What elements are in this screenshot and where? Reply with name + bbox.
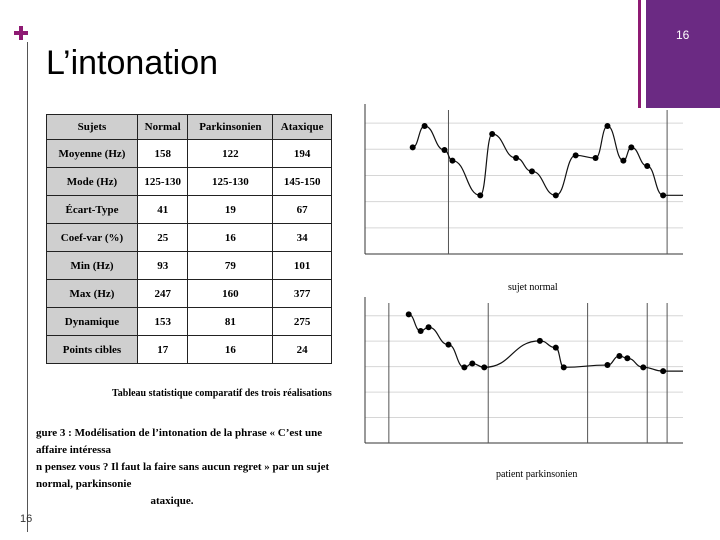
- data-point: [445, 342, 451, 348]
- table-row: [47, 196, 332, 224]
- figure-caption: [36, 425, 348, 510]
- data-point: [660, 192, 666, 198]
- data-point: [604, 123, 610, 129]
- figure-caption-line2: n pensez vous ? Il faut la faire sans aucun regret » par un sujet normal, parkinsonie: [36, 461, 330, 490]
- table-caption: Tableau statistique comparatif des trois réalisations: [112, 388, 332, 399]
- figure-caption-line1: gure 3 : Modélisation de l’intonation de la phrase « C’est une affaire intéressa: [36, 427, 323, 456]
- data-point: [481, 364, 487, 370]
- data-point: [513, 155, 519, 161]
- data-point: [640, 364, 646, 370]
- stats-table: [46, 114, 332, 364]
- data-point: [553, 345, 559, 351]
- table-cell: 145-150: [273, 168, 332, 196]
- table-header: Normal: [137, 115, 187, 140]
- table-row: [47, 140, 332, 168]
- table-cell: Mode (Hz): [47, 168, 138, 196]
- figure-caption-line3: ataxique.: [150, 495, 194, 507]
- table-cell: 79: [188, 252, 273, 280]
- data-point: [449, 158, 455, 164]
- data-point: [644, 163, 650, 169]
- data-point: [573, 152, 579, 158]
- slide-number: 16: [676, 28, 690, 42]
- table-header: Ataxique: [273, 115, 332, 140]
- table-row: [47, 280, 332, 308]
- table-cell: Max (Hz): [47, 280, 138, 308]
- table-cell: 247: [137, 280, 187, 308]
- table-header: Sujets: [47, 115, 138, 140]
- parkinson-intonation-chart: [345, 297, 695, 467]
- data-point: [553, 192, 559, 198]
- footer-slide-number: 16: [20, 513, 33, 525]
- normal-chart-label: sujet normal: [508, 282, 558, 293]
- table-cell: 275: [273, 308, 332, 336]
- table-cell: 24: [273, 336, 332, 364]
- left-divider: [27, 42, 28, 532]
- data-point: [422, 123, 428, 129]
- data-point: [593, 155, 599, 161]
- table-cell: 34: [273, 224, 332, 252]
- table-cell: 160: [188, 280, 273, 308]
- table-cell: 25: [137, 224, 187, 252]
- data-point: [561, 364, 567, 370]
- slide-number-panel: [646, 0, 720, 108]
- table-cell: 16: [188, 224, 273, 252]
- table-cell: 16: [188, 336, 273, 364]
- data-point: [624, 355, 630, 361]
- data-point: [489, 131, 495, 137]
- table-row: [47, 336, 332, 364]
- data-point: [604, 362, 610, 368]
- table-cell: 17: [137, 336, 187, 364]
- table-cell: 101: [273, 252, 332, 280]
- data-point: [461, 364, 467, 370]
- table-cell: 153: [137, 308, 187, 336]
- table-cell: Moyenne (Hz): [47, 140, 138, 168]
- slide-title: L’intonation: [46, 44, 219, 82]
- data-point: [620, 158, 626, 164]
- normal-intonation-chart: [345, 102, 695, 297]
- data-point: [469, 361, 475, 367]
- data-point: [529, 168, 535, 174]
- table-row: [47, 308, 332, 336]
- data-point: [418, 328, 424, 334]
- data-point: [628, 144, 634, 150]
- data-point: [660, 368, 666, 374]
- table-row: [47, 252, 332, 280]
- table-cell: 81: [188, 308, 273, 336]
- data-point: [406, 311, 412, 317]
- data-point: [616, 353, 622, 359]
- table-cell: 125-130: [188, 168, 273, 196]
- table-cell: 194: [273, 140, 332, 168]
- data-point: [442, 147, 448, 153]
- table-cell: Coef-var (%): [47, 224, 138, 252]
- data-point: [410, 144, 416, 150]
- table-cell: Écart-Type: [47, 196, 138, 224]
- table-header-row: [47, 115, 332, 140]
- table-cell: 158: [137, 140, 187, 168]
- data-point: [537, 338, 543, 344]
- table-row: [47, 168, 332, 196]
- table-cell: 93: [137, 252, 187, 280]
- table-cell: 41: [137, 196, 187, 224]
- accent-bar: [638, 0, 641, 108]
- plus-icon: [14, 26, 28, 40]
- data-point: [426, 324, 432, 330]
- table-header: Parkinsonien: [188, 115, 273, 140]
- parkinson-chart-label: patient parkinsonien: [496, 469, 578, 480]
- data-point: [477, 192, 483, 198]
- table-cell: 67: [273, 196, 332, 224]
- table-row: [47, 224, 332, 252]
- table-cell: Min (Hz): [47, 252, 138, 280]
- table-cell: Points cibles: [47, 336, 138, 364]
- table-cell: 19: [188, 196, 273, 224]
- table-cell: Dynamique: [47, 308, 138, 336]
- table-cell: 125-130: [137, 168, 187, 196]
- table-cell: 122: [188, 140, 273, 168]
- table-cell: 377: [273, 280, 332, 308]
